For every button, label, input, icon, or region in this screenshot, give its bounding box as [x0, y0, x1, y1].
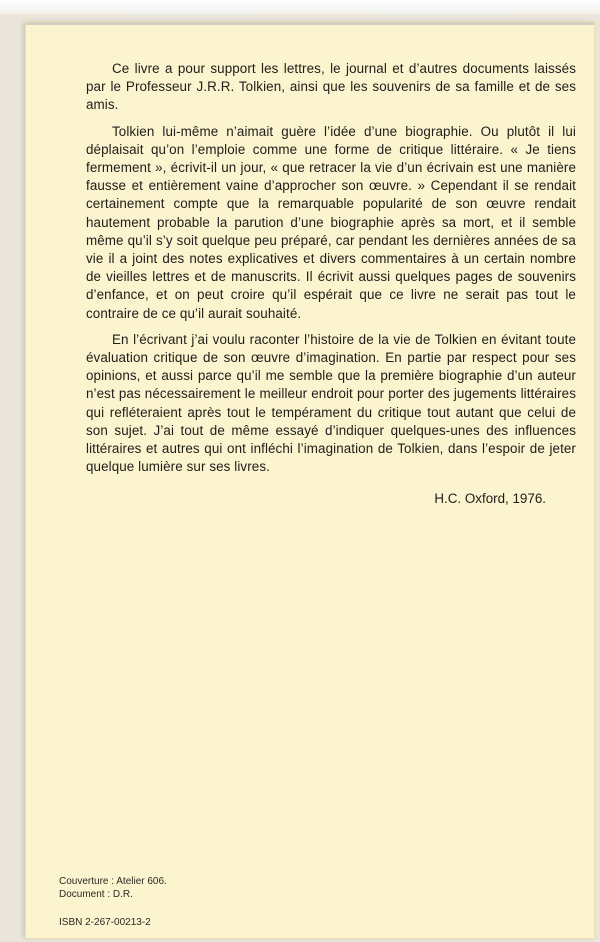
- scanner-background: [0, 0, 600, 14]
- blurb-text: [86, 60, 576, 484]
- credits: [59, 875, 167, 901]
- cover-credit: Couverture : Atelier 606.: [59, 876, 167, 887]
- paragraph-sources: Ce livre a pour support les lettres, le journal et d’autres documents laissés par le Professeur J.R.R. Tolkien, ainsi que les souvenirs de sa famille et de ses amis.: [86, 61, 576, 113]
- book-back-cover: [26, 22, 594, 938]
- page-top-edge: [26, 22, 594, 25]
- paragraph-biography-view: Tolkien lui-même n’aimait guère l’idée d’une biographie. Ou plutôt il lui déplaisait qu’on l’emploie comme une forme de critique littéraire. « Je tiens fermement », écrivit-il un jour, « que retracer la vie d’un écrivain est une manière fausse et entièrement vaine d’approcher son œuvre. » Cependant il se rendait certainement compte que la remarquable popularité de son œuvre rendait hautement probable la parution d’une biographie après sa mort, et il semble même qu’il s’y soit quelque peu préparé, car pendant les dernières années de sa vie il a joint des notes explicatives et divers commentaires à un certain nombre de vieilles lettres et de manuscrits. Il écrivit aussi quelques pages de souvenirs d’enfance, et on peut croire qu’il espérait que ce livre ne serait pas tout le contraire de ce qu’il aurait souhaité.: [86, 123, 576, 321]
- paragraph-author-intent: En l’écrivant j’ai voulu raconter l’histoire de la vie de Tolkien en évitant toute évaluation critique de son œuvre d’imagination. En partie par respect pour ses opinions, et aussi parce qu’il me semble que la première biographie d’un auteur n’est pas nécessairement le meilleur endroit pour porter des jugements littéraires qui refléteraient après tout le tempérament du critique tout autant que celui de son sujet. J’ai tout de même essayé d’indiquer quelques-unes des influences littéraires et autres qui ont infléchi l’imagination de Tolkien, dans l’espoir de jeter quelque lumière sur ses livres.: [86, 331, 576, 475]
- isbn: ISBN 2-267-00213-2: [59, 917, 151, 928]
- signature: H.C. Oxford, 1976.: [434, 491, 546, 506]
- document-credit: Document : D.R.: [59, 889, 133, 900]
